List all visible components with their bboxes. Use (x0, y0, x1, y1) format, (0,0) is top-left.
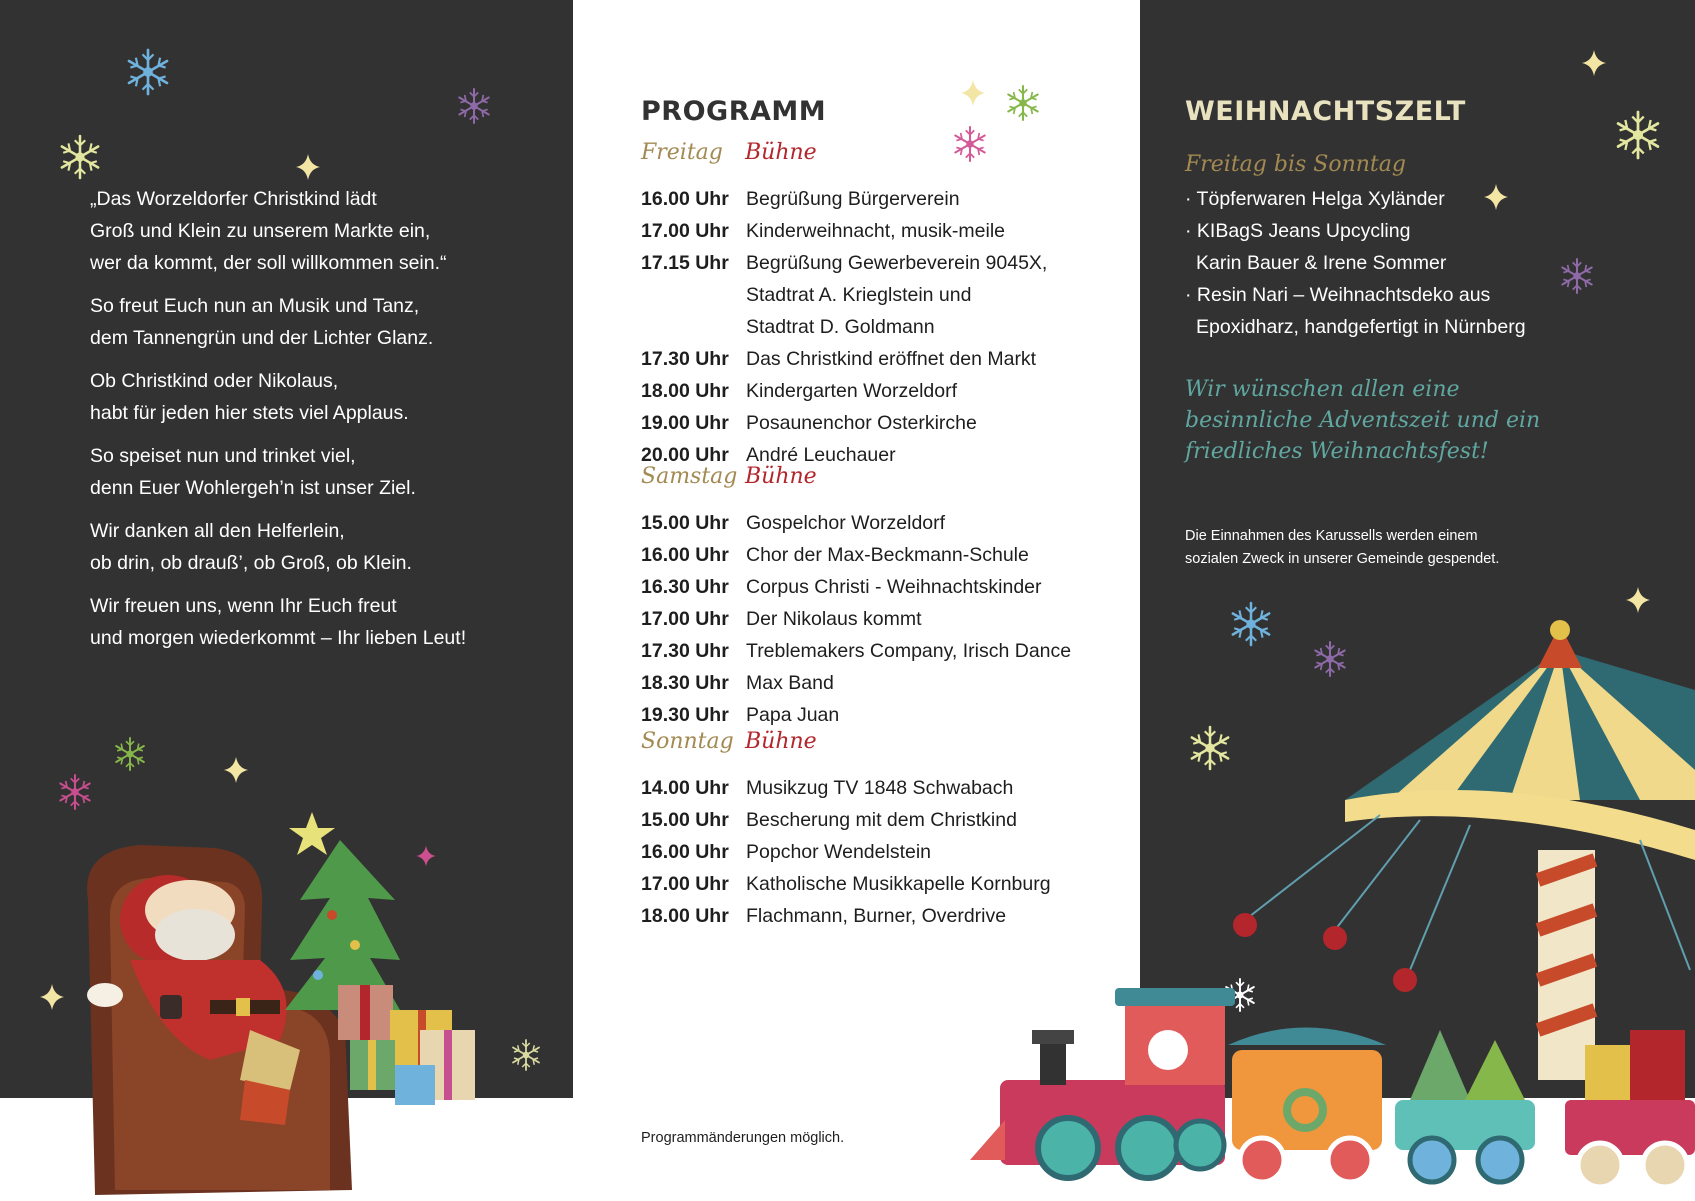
poem-line: dem Tannengrün und der Lichter Glanz. (90, 327, 434, 349)
snowflake-icon (459, 89, 488, 123)
weihnachtszelt-subheading: Freitag bis Sonntag (1185, 152, 1406, 177)
event-time: 18.00 Uhr (641, 905, 729, 927)
event-time: 19.30 Uhr (641, 704, 729, 726)
vendor-line: · KIBagS Jeans Upcycling (1185, 220, 1411, 242)
event-time: 17.00 Uhr (641, 220, 729, 242)
event-time: 16.00 Uhr (641, 544, 729, 566)
vendor-line: · Töpferwaren Helga Xyländer (1185, 188, 1445, 210)
poem-line: und morgen wiederkommt – Ihr lieben Leut! (90, 627, 467, 649)
poem-line: Groß und Klein zu unserem Markte ein, (90, 220, 431, 242)
snowflake-icon (1008, 86, 1037, 120)
snowflake-icon (62, 136, 98, 178)
event-line: Papa Juan (746, 704, 840, 726)
poem-line: Wir freuen uns, wenn Ihr Euch freut (90, 595, 397, 617)
event-line: Kinderweihnacht, musik-meile (746, 220, 1006, 242)
carousel-note-line: Die Einnahmen des Karussells werden einem (1185, 528, 1478, 544)
snowflake-icon (955, 127, 984, 161)
event-line: Katholische Musikkapelle Kornburg (746, 873, 1051, 895)
poem-line: denn Euer Wohlergeh’n ist unser Ziel. (90, 477, 416, 499)
snowflake-icon (1618, 112, 1658, 158)
event-line: Begrüßung Bürgerverein (746, 188, 960, 210)
poem-line: So speiset nun und trinket viel, (90, 445, 356, 467)
event-time: 14.00 Uhr (641, 777, 729, 799)
sparkle-icon (961, 80, 985, 106)
event-time: 16.00 Uhr (641, 188, 729, 210)
event-time: 15.00 Uhr (641, 809, 729, 831)
wish-line: friedliches Weihnachtsfest! (1185, 439, 1489, 464)
snowflake-icon (1233, 603, 1269, 645)
event-time: 17.00 Uhr (641, 873, 729, 895)
event-line: Begrüßung Gewerbeverein 9045X, (746, 252, 1048, 274)
event-time: 16.30 Uhr (641, 576, 729, 598)
sparkle-icon (1582, 50, 1606, 76)
event-time: 18.00 Uhr (641, 380, 729, 402)
poem-line: wer da kommt, der soll willkommen sein.“ (90, 252, 447, 274)
event-time: 20.00 Uhr (641, 444, 729, 466)
snowflake-icon (116, 738, 144, 770)
event-line: Flachmann, Burner, Overdrive (746, 905, 1007, 927)
event-line: Kindergarten Worzeldorf (746, 380, 957, 402)
stage-label: Bühne (745, 464, 817, 489)
event-line: André Leuchauer (746, 444, 896, 466)
carousel-note-line: sozialen Zweck in unserer Gemeinde gespendet. (1185, 551, 1500, 567)
event-time: 17.00 Uhr (641, 608, 729, 630)
event-line: Corpus Christi - Weihnachtskinder (746, 576, 1042, 598)
poem-line: ob drin, ob drauß’, ob Groß, ob Klein. (90, 552, 412, 574)
sparkle-icon (40, 984, 64, 1010)
snowflake-icon (1315, 642, 1344, 676)
event-time: 17.15 Uhr (641, 252, 729, 274)
sparkle-icon (296, 154, 320, 180)
stage-label: Bühne (745, 729, 817, 754)
sparkle-icon (1626, 587, 1650, 613)
event-time: 16.00 Uhr (641, 841, 729, 863)
snowflake-icon (513, 1040, 539, 1070)
event-line: Musikzug TV 1848 Schwabach (746, 777, 1014, 799)
gift-box-illustration (338, 985, 475, 1105)
event-line: Popchor Wendelstein (746, 841, 932, 863)
poem-line: Ob Christkind oder Nikolaus, (90, 370, 339, 392)
poem-line: „Das Worzeldorfer Christkind lädt (90, 188, 377, 210)
event-line: Gospelchor Worzeldorf (746, 512, 946, 534)
carousel-illustration (1233, 620, 1695, 1080)
day-name: Sonntag (641, 729, 734, 754)
snowflake-icon (129, 50, 167, 94)
event-time: 18.30 Uhr (641, 672, 729, 694)
event-time: 19.00 Uhr (641, 412, 729, 434)
programm-heading: PROGRAMM (641, 96, 827, 127)
event-line: Der Nikolaus kommt (746, 608, 922, 630)
poem-line: So freut Euch nun an Musik und Tanz, (90, 295, 420, 317)
stage-label: Bühne (745, 140, 817, 165)
sparkle-icon (1484, 184, 1508, 210)
day-name: Freitag (641, 140, 723, 165)
event-line: Posaunenchor Osterkirche (746, 412, 977, 434)
vendor-line: · Resin Nari – Weihnachtsdeko aus (1185, 284, 1491, 306)
poem-line: Wir danken all den Helferlein, (90, 520, 345, 542)
event-line: Treblemakers Company, Irisch Dance (746, 640, 1072, 662)
event-line: Stadtrat A. Krieglstein und (746, 284, 972, 306)
weihnachtszelt-heading: WEIHNACHTSZELT (1185, 96, 1466, 127)
event-line: Das Christkind eröffnet den Markt (746, 348, 1037, 370)
wish-line: besinnliche Adventszeit und ein (1185, 408, 1541, 433)
event-line: Chor der Max-Beckmann-Schule (746, 544, 1029, 566)
event-line: Stadtrat D. Goldmann (746, 316, 935, 338)
snowflake-icon (1562, 259, 1591, 293)
sparkle-icon (416, 846, 435, 867)
event-time: 17.30 Uhr (641, 640, 729, 662)
sparkle-icon (224, 757, 248, 783)
vendor-line: Epoxidharz, handgefertigt in Nürnberg (1196, 316, 1526, 338)
snowflake-icon (1192, 727, 1228, 769)
poem-line: habt für jeden hier stets viel Applaus. (90, 402, 409, 424)
snowflake-icon (60, 775, 89, 809)
day-name: Samstag (641, 464, 738, 489)
programm-footnote: Programmänderungen möglich. (641, 1130, 845, 1146)
event-line: Max Band (746, 672, 834, 694)
event-time: 17.30 Uhr (641, 348, 729, 370)
event-time: 15.00 Uhr (641, 512, 729, 534)
wish-line: Wir wünschen allen eine (1185, 377, 1460, 402)
christmas-tree-illustration (285, 812, 400, 1010)
event-line: Bescherung mit dem Christkind (746, 809, 1017, 831)
vendor-line: Karin Bauer & Irene Sommer (1196, 252, 1447, 274)
